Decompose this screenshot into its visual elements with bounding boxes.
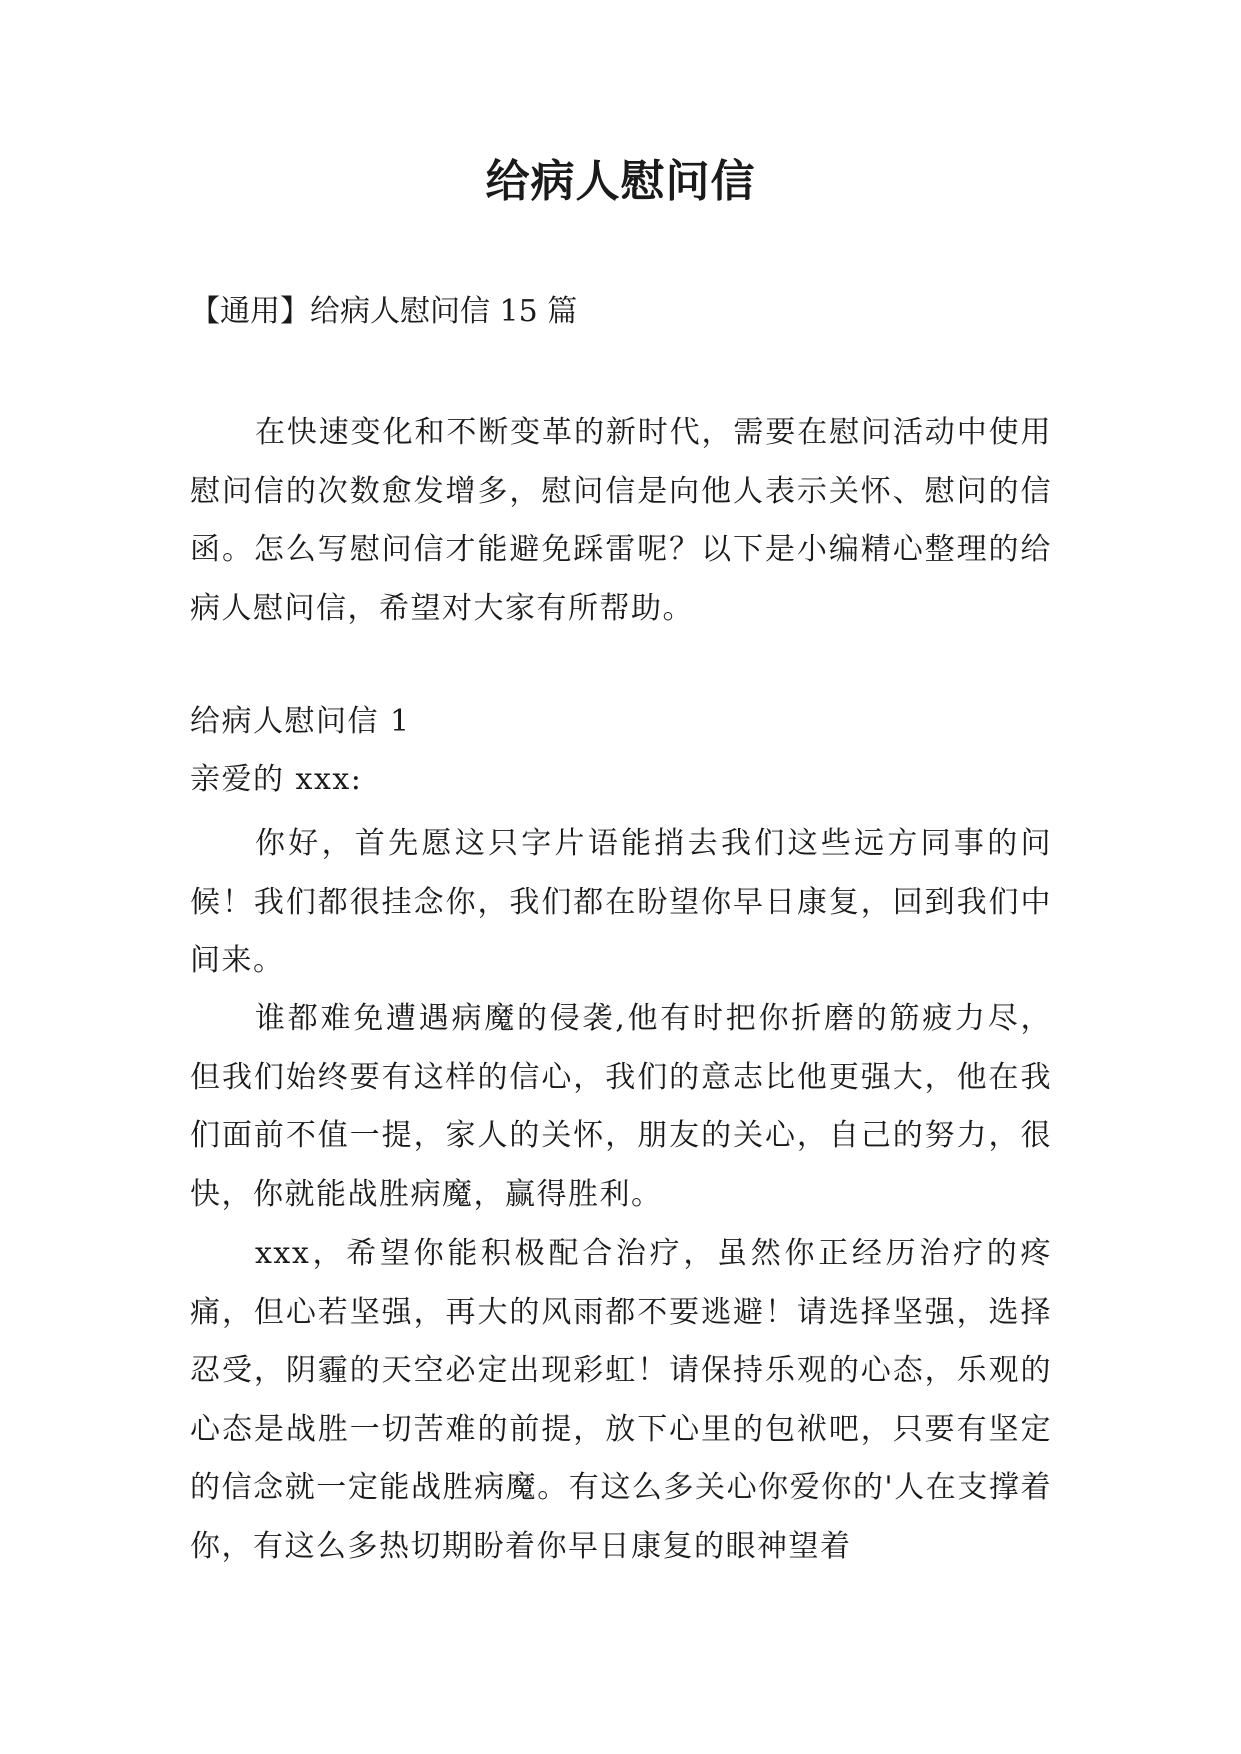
document-subtitle: 【通用】给病人慰问信 15 篇 xyxy=(190,294,578,329)
letter-paragraph: 谁都难免遭遇病魔的侵袭,他有时把你折磨的筋疲力尽，但我们始终要有这样的信心，我们的意志比他更强大，他在我们面前不值一提，家人的关怀，朋友的关心，自己的努力，很快，你就能战胜病魔，赢得胜利。 xyxy=(190,1001,1052,1212)
document-title: 给病人慰问信 xyxy=(485,156,756,207)
letter-greeting: 亲爱的 xxx: xyxy=(190,762,363,797)
intro-paragraph: 在快速变化和不断变革的新时代，需要在慰问活动中使用慰问信的次数愈发增多，慰问信是向他人表示关怀、慰问的信函。怎么写慰问信才能避免踩雷呢？以下是小编精心整理的给病人慰问信，希望对大家有所帮助。 xyxy=(190,415,1052,626)
letter-paragraph: 你好，首先愿这只字片语能捎去我们这些远方同事的问候！我们都很挂念你，我们都在盼望你早日康复，回到我们中间来。 xyxy=(190,826,1052,978)
letter-paragraph: xxx，希望你能积极配合治疗，虽然你正经历治疗的疼痛，但心若坚强，再大的风雨都不要逃避！请选择坚强，选择忍受，阴霾的天空必定出现彩虹！请保持乐观的心态，乐观的心态是战胜一切苦难的前提，放下心里的包袱吧，只要有坚定的信念就一定能战胜病魔。有这么多关心你爱你的'人在支撑着你，有这么多热切期盼着你早日康复的眼神望着 xyxy=(190,1236,1052,1564)
letter-heading: 给病人慰问信 1 xyxy=(190,704,411,739)
